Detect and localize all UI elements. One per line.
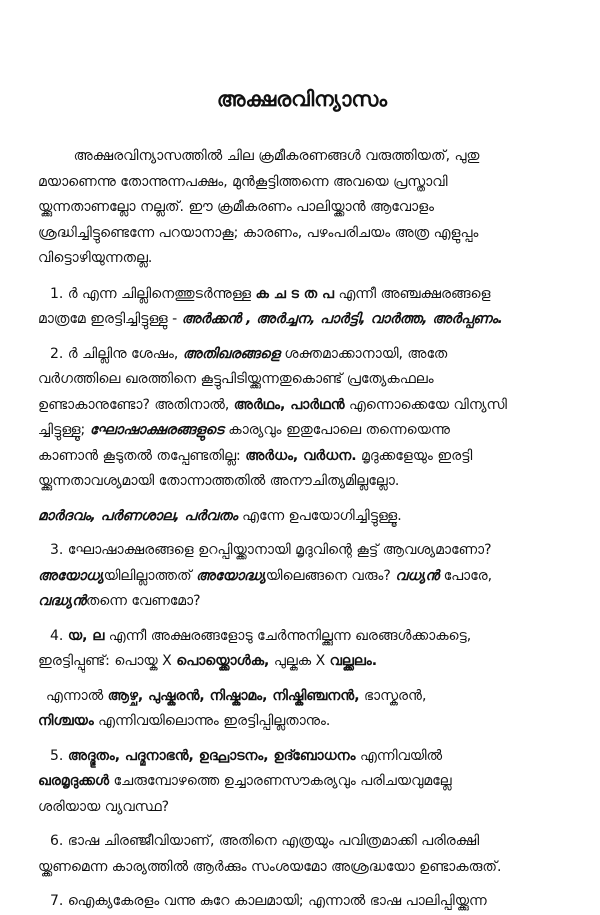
text-line — [38, 709, 566, 735]
text-run: 1. ർ എന്ന ചില്ലിനെത്തുടർന്നുള്ള — [50, 285, 256, 302]
text-run: എന്നിവയിലൊന്നും ഇരട്ടിപ്പില്ലതാനും. — [93, 713, 331, 729]
text-run: എന്നാൽ — [46, 687, 108, 704]
text-line: 6. ഭാഷ ചിരഞ്ജീവിയാണ്, അതിനെ എത്രയും പവിത്രമാക്കി പരിരക്ഷി — [50, 833, 480, 849]
text-run: ച്ചിട്ടുള്ളൂ; — [38, 422, 90, 438]
bold-italic-run: അയോധ്യ — [38, 567, 104, 584]
rule-4-paragraph — [38, 624, 566, 675]
rule-6-paragraph — [38, 829, 566, 880]
bold-italic-run: അർക്കൻ , അർച്ചന, പാർട്ടി, വാർത്ത, അർപ്പണം. — [181, 311, 503, 327]
text-run: ഇരട്ടിപ്പുണ്ട്: പൊയ്ക X — [38, 653, 177, 669]
intro-paragraph — [38, 144, 566, 272]
text-run: ഉണ്ടാകാനുണ്ടോ? അതിനാൽ, — [38, 396, 234, 413]
text-run: എന്നേ ഉപയോഗിച്ചിട്ടുള്ളൂ. — [237, 507, 402, 524]
bold-run: പൊയ്ക്കൊൾക, — [176, 653, 270, 669]
rule-1-paragraph — [38, 282, 566, 333]
text-line — [38, 504, 566, 530]
text-line: വിട്ടൊഴിയുന്നതല്ല. — [38, 250, 153, 266]
text-run: പോരേ, — [439, 567, 493, 584]
text-line — [38, 393, 566, 419]
text-line — [38, 444, 566, 470]
bold-run: ഖരമൃദുക്കൾ — [38, 773, 110, 789]
bold-italic-run: വധ്യൻ — [395, 567, 440, 584]
text-line — [38, 564, 566, 590]
text-run: മൃദുക്കളേയും ഇരട്ടി — [356, 447, 473, 464]
text-line — [38, 744, 566, 770]
bold-run: ആഴ്ച, പുഷ്കരൻ, നിഷ്കാമം, നിഷ്കിഞ്ചനൻ, — [107, 687, 360, 704]
text-run: യിലില്ലാത്തത് — [103, 567, 197, 584]
bold-italic-run: അയോദ്ധ്യ — [196, 567, 266, 584]
text-run: എന്നിവയിൽ — [355, 747, 443, 764]
text-run: 5. — [50, 747, 68, 764]
bold-italic-run: ഘോഷാക്ഷരങ്ങളുടെ — [89, 422, 224, 438]
text-line: 3. ഘോഷാക്ഷരങ്ങളെ ഉറപ്പിയ്ക്കാനായി മൃദുവിന്റെ കൂട്ട് ആവശ്യമാണോ? — [50, 542, 492, 558]
rule-3-paragraph — [38, 538, 566, 615]
bold-italic-run: അതിഖരങ്ങളെ — [182, 345, 280, 362]
text-run: എന്നൊക്കെയേ വിന്യസി — [344, 396, 507, 413]
text-line: 7. ഐക്യകേരളം വന്നു കുറേ കാലമായി; എന്നാൽ ഭാഷ പാലിപ്പിയ്ക്കുന്ന — [50, 893, 487, 909]
text-run: കാര്യവും ഇതുപോലെ തന്നെയെന്നു — [223, 422, 450, 438]
bold-run: അദ്ഭുതം, പദ്മനാഭൻ, ഉദ്ഘാടനം, ഉദ്ബോധനം — [67, 747, 356, 764]
text-run: കാണാൻ കൂടുതൽ തപ്പേണ്ടതില്ല: — [38, 447, 246, 464]
text-line: യ്ക്കണമെന്ന കാര്യത്തിൽ ആർക്കും സംശയമോ അശ്രദ്ധയോ ഉണ്ടാകരുത്. — [38, 858, 502, 875]
text-run: എന്നീ അഞ്ചക്ഷരങ്ങളെ — [334, 285, 491, 302]
text-line: മയാണെന്നു തോന്നുന്നപക്ഷം, മുൻകൂട്ടിത്തന്നെ അവയെ പ്രസ്താവി — [38, 173, 448, 190]
text-run: 4. — [50, 627, 68, 644]
bold-run: ക ച ട ത പ — [255, 285, 335, 302]
rule-7-paragraph — [38, 889, 566, 915]
text-line — [38, 769, 566, 795]
text-run: ചേരുമ്പോഴത്തെ ഉച്ചാരണസൗകര്യവും പരിചയവുമല്ലേ — [109, 773, 452, 789]
bold-run: യ, ല — [67, 627, 105, 644]
text-line — [38, 418, 566, 444]
text-line — [38, 624, 566, 650]
text-line: യ്ക്കുന്നതാവശ്യമായി തോന്നാത്തതിൽ അനൗചിത്യമില്ലല്ലോ. — [38, 473, 400, 489]
text-run: 2. ർ ചില്ലിനു ശേഷം, — [50, 345, 183, 362]
example-paragraph — [38, 504, 566, 530]
bold-run: നിശ്ചയം — [38, 713, 94, 729]
text-line — [38, 342, 566, 368]
text-line: വർഗത്തിലെ ഖരത്തിനെ കൂട്ടുപിടിയ്ക്കുന്നതുകൊണ്ട് പ്രത്യേകഫലം — [38, 371, 434, 387]
text-run: ഭാസ്കരൻ, — [359, 687, 427, 704]
text-line: അക്ഷരവിന്യാസത്തിൽ ചില ക്രമീകരണങ്ങൾ വരുത്തിയത്, പുതു — [38, 148, 480, 164]
text-run: യിലെങ്ങനെ വരും? — [265, 567, 396, 584]
text-line: ശ്രദ്ധിച്ചിട്ടുണ്ടെന്നേ പറയാനാകൂ; കാരണം, പഴംപരിചയം അത്ര എളുപ്പം — [38, 224, 479, 241]
text-run: തന്നെ വേണമോ? — [85, 593, 201, 609]
text-run: ശക്തമാക്കാനായി, അതേ — [279, 345, 448, 362]
bold-italic-run: മാർദവം, പർണശാല, പർവതം — [38, 507, 238, 524]
text-run: എന്നീ അക്ഷരങ്ങളോടു ചേർന്നുനില്ക്കുന്ന ഖരങ്ങൾക്കാകട്ടെ, — [104, 627, 472, 644]
text-line — [38, 307, 566, 333]
bold-run: അർധം, വർധന. — [245, 447, 357, 464]
text-line: ശരിയായ വ്യവസ്ഥ? — [38, 798, 170, 815]
text-line: യ്ക്കുന്നതാണല്ലോ നല്ലത്. ഈ ക്രമീകരണം പാലിയ്ക്കാൻ ആവോളം — [38, 199, 435, 215]
bold-run: വല്ക്കലം. — [329, 653, 378, 669]
bold-italic-run: വദ്ധ്യൻ — [38, 593, 86, 609]
text-line — [38, 649, 566, 675]
rule-2-paragraph — [38, 342, 566, 495]
text-run: മാത്രമേ ഇരട്ടിച്ചിട്ടുള്ളു - — [38, 311, 182, 327]
text-line — [38, 282, 566, 308]
text-line — [38, 684, 566, 710]
bold-run: അർഥം, പാർഥൻ — [233, 396, 345, 413]
exception-paragraph — [38, 684, 566, 735]
page-title: അക്ഷരവിന്യാസം — [216, 87, 388, 111]
rule-5-paragraph — [38, 744, 566, 821]
text-line — [38, 589, 566, 615]
text-run: പുല്കുക X — [269, 653, 330, 669]
